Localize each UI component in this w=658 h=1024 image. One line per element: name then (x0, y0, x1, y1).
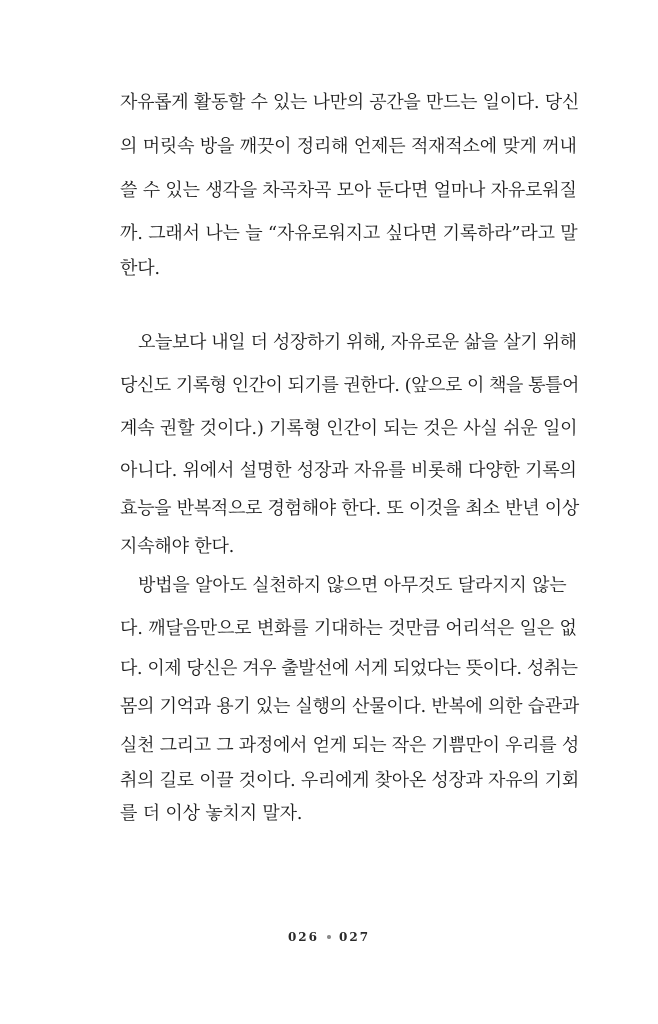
paragraph-2-line-2: 당신도 기록형 인간이 되기를 권한다. (앞으로 이 책을 통틀어 (120, 375, 579, 396)
left-page-number: 026 (287, 930, 319, 944)
separator-dot-icon (327, 935, 331, 939)
paragraph-2-line-5: 효능을 반복적으로 경험해야 한다. 또 이것을 최소 반년 이상 (120, 498, 579, 519)
paragraph-3-line-3: 다. 이제 당신은 겨우 출발선에 서게 되었다는 뜻이다. 성취는 (120, 658, 578, 679)
page-numbers (0, 930, 658, 944)
paragraph-3-line-1: 방법을 알아도 실천하지 않으면 아무것도 달라지지 않는 (138, 575, 567, 596)
right-page-number: 027 (339, 930, 371, 944)
paragraph-2-line-4: 아니다. 위에서 설명한 성장과 자유를 비롯해 다양한 기록의 (120, 460, 577, 481)
paragraph-3-line-4: 몸의 기억과 용기 있는 실행의 산물이다. 반복에 의한 습관과 (120, 696, 579, 717)
paragraph-1-line-2: 의 머릿속 방을 깨끗이 정리해 언제든 적재적소에 맞게 꺼내 (120, 136, 577, 157)
paragraph-2-line-3: 계속 권할 것이다.) 기록형 인간이 되는 것은 사실 쉬운 일이 (120, 418, 578, 439)
paragraph-3-line-2: 다. 깨달음만으로 변화를 기대하는 것만큼 어리석은 일은 없 (120, 618, 577, 639)
paragraph-1-line-4: 까. 그래서 나는 늘 “자유로워지고 싶다면 기록하라”라고 말 (120, 223, 578, 244)
paragraph-1-line-5: 한다. (120, 258, 160, 279)
paragraph-3-line-6: 취의 길로 이끌 것이다. 우리에게 찾아온 성장과 자유의 기회 (120, 770, 579, 791)
paragraph-3-line-7: 를 더 이상 놓치지 말자. (120, 803, 303, 824)
paragraph-2-line-1: 오늘보다 내일 더 성장하기 위해, 자유로운 삶을 살기 위해 (138, 332, 577, 353)
paragraph-3-line-5: 실천 그리고 그 과정에서 얻게 되는 작은 기쁨만이 우리를 성 (120, 735, 579, 756)
paragraph-1-line-1: 자유롭게 활동할 수 있는 나만의 공간을 만드는 일이다. 당신 (120, 92, 579, 113)
paragraph-2-line-6: 지속해야 한다. (120, 536, 235, 557)
paragraph-1-line-3: 쓸 수 있는 생각을 차곡차곡 모아 둔다면 얼마나 자유로워질 (120, 180, 577, 201)
